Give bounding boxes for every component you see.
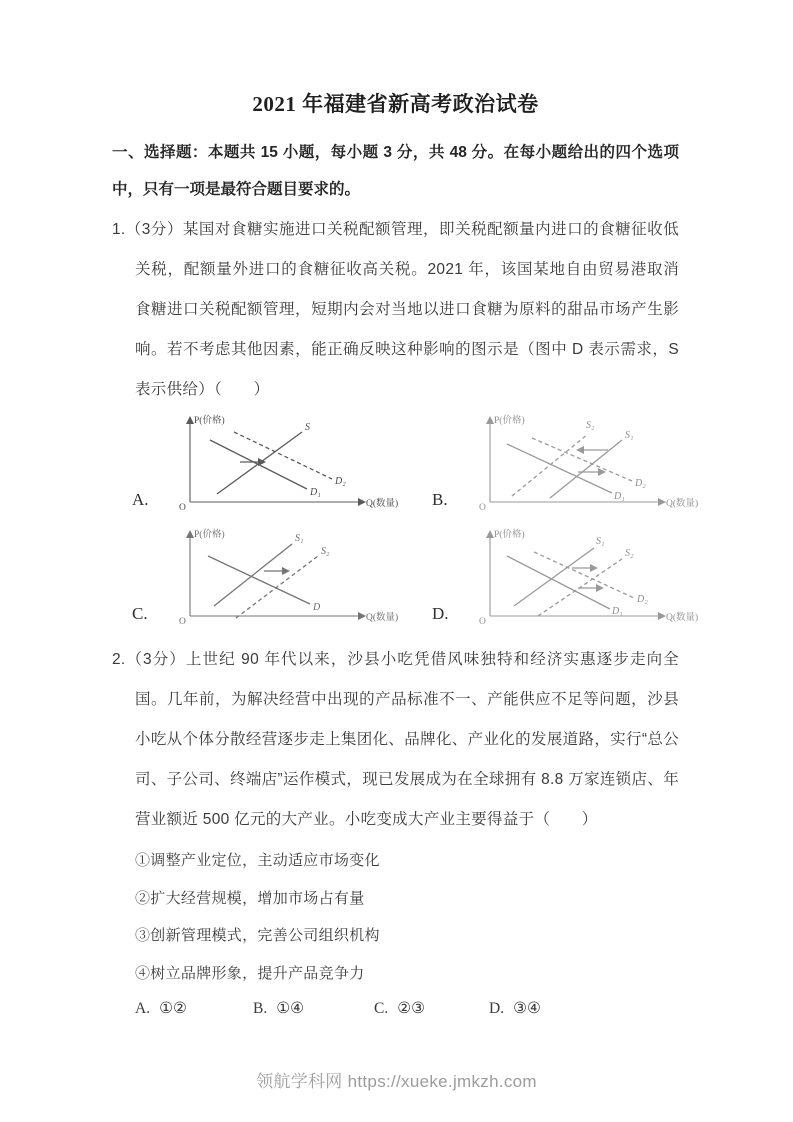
mc-option-d bbox=[489, 996, 607, 1022]
item-2: ②扩大经营规模，增加市场占有量 bbox=[135, 889, 365, 907]
axis-label-p: P(价格) bbox=[194, 416, 225, 426]
mc-option-c-value: ②③ bbox=[397, 1000, 426, 1017]
item-3: ③创新管理模式，完善公司组织机构 bbox=[135, 927, 380, 944]
curve-label-d2: D₂ bbox=[335, 476, 346, 487]
mc-option-c-letter: C. bbox=[374, 1000, 389, 1017]
question-1-graphs bbox=[132, 412, 699, 626]
footer-watermark: 领航学科网 https://xueke.jmkzh.com bbox=[256, 1072, 537, 1091]
question-1-text bbox=[112, 210, 679, 410]
graph-option-d bbox=[432, 526, 705, 626]
curve-label-s: S bbox=[305, 422, 310, 433]
graph-option-c bbox=[132, 526, 432, 626]
axis-label-p: P(价格) bbox=[494, 530, 525, 540]
question-1-number: 1. bbox=[112, 221, 126, 238]
mc-option-b-letter: B. bbox=[253, 1000, 268, 1017]
question-2-options bbox=[135, 996, 679, 1022]
mc-option-a bbox=[135, 996, 253, 1022]
axis-label-q: Q(数量) bbox=[366, 613, 399, 623]
question-1-body: 某国对食糖实施进口关税配额管理，即关税配额量内进口的食糖征收低关税，配额量外进口的食糖征收高关税。2021 年，该国某地自由贸易港取消食糖进口关税配额管理，短期内会对当地以进口食糖为原料的甜品市场产生影响。若不考虑其他因素，能正确反映这种影响的图示是（图中 D 表示需求，S 表示供给）（ ） bbox=[135, 221, 679, 398]
graph-d-letter: D. bbox=[432, 604, 449, 623]
supply-demand-graph-d bbox=[460, 526, 705, 626]
origin-label: O bbox=[479, 503, 486, 512]
origin-label: O bbox=[479, 617, 486, 626]
axis-label-q: Q(数量) bbox=[666, 499, 699, 509]
curve-label-s2: S₂ bbox=[321, 546, 330, 557]
shift-arrow-right bbox=[590, 564, 598, 572]
curve-label-d: D bbox=[313, 602, 321, 613]
axis-label-q: Q(数量) bbox=[666, 613, 699, 623]
item-1: ①调整产业定位，主动适应市场变化 bbox=[135, 852, 380, 869]
question-2-number: 2. bbox=[112, 651, 126, 668]
shift-arrow-right bbox=[596, 584, 604, 592]
mc-option-a-letter: A. bbox=[135, 1000, 151, 1017]
curve-label-s2: S₂ bbox=[586, 420, 595, 431]
graph-a-letter: A. bbox=[132, 490, 149, 509]
curve-label-s1: S₁ bbox=[295, 533, 304, 544]
supply-demand-graph-b bbox=[460, 412, 705, 512]
curve-label-d2: D₂ bbox=[635, 478, 646, 489]
graph-c-letter: C. bbox=[132, 604, 148, 623]
origin-label: O bbox=[179, 617, 186, 626]
graph-b-letter: B. bbox=[432, 490, 448, 509]
curve-label-s2: S₂ bbox=[625, 548, 634, 559]
mc-option-a-value: ①② bbox=[159, 1000, 187, 1017]
curve-label-s1: S₁ bbox=[625, 430, 634, 441]
graph-option-b bbox=[432, 412, 705, 512]
doc-title: 2021 年福建省新高考政治试卷 bbox=[252, 92, 539, 116]
origin-label: O bbox=[179, 503, 186, 512]
item-4: ④树立品牌形象，提升产品竞争力 bbox=[135, 964, 365, 982]
axis-label-p: P(价格) bbox=[494, 416, 525, 426]
section-header: 一、选择题：本题共 15 小题，每小题 3 分，共 48 分。在每小题给出的四个选项中，只有一项是最符合题目要求的。 bbox=[112, 144, 679, 198]
curve-label-d1: D₁ bbox=[310, 487, 321, 498]
mc-option-b-value: ①④ bbox=[276, 1000, 305, 1017]
mc-option-b bbox=[253, 996, 374, 1022]
question-2-body: 上世纪 90 年代以来，沙县小吃凭借风味独特和经济实惠逐步走向全国。几年前，为解决经营中出现的产品标准不一、产能供应不足等问题，沙县小吃从个体分散经营逐步走上集团化、品牌化、产业化的发展道路，实行“总公司、子公司、终端店”运作模式，现已发展成为在全球拥有 8.8 万家连锁店、年营业额近 500 亿元的大产业。小吃变成大产业主要得益于（ ） bbox=[135, 651, 679, 828]
supply-demand-graph-a bbox=[160, 412, 405, 512]
shift-arrow-right bbox=[282, 567, 290, 575]
question-2-items bbox=[135, 842, 679, 992]
mc-option-d-letter: D. bbox=[489, 1000, 505, 1017]
curve-label-d1: D₁ bbox=[612, 606, 623, 617]
curve-label-d1: D₁ bbox=[614, 491, 625, 502]
mc-option-c bbox=[374, 996, 489, 1022]
axis-label-p: P(价格) bbox=[194, 530, 225, 540]
question-2-score: （3分） bbox=[125, 651, 186, 668]
graph-option-a bbox=[132, 412, 432, 512]
curve-label-d2: D₂ bbox=[637, 594, 648, 605]
supply-demand-graph-c bbox=[160, 526, 405, 626]
question-1-score: （3分） bbox=[125, 221, 183, 238]
question-2-text bbox=[112, 640, 679, 840]
curve-label-s1: S₁ bbox=[596, 536, 605, 547]
axis-label-q: Q(数量) bbox=[366, 499, 399, 509]
mc-option-d-value: ③④ bbox=[513, 1000, 541, 1017]
question-2 bbox=[112, 640, 679, 1022]
shift-arrow-left bbox=[576, 446, 584, 454]
